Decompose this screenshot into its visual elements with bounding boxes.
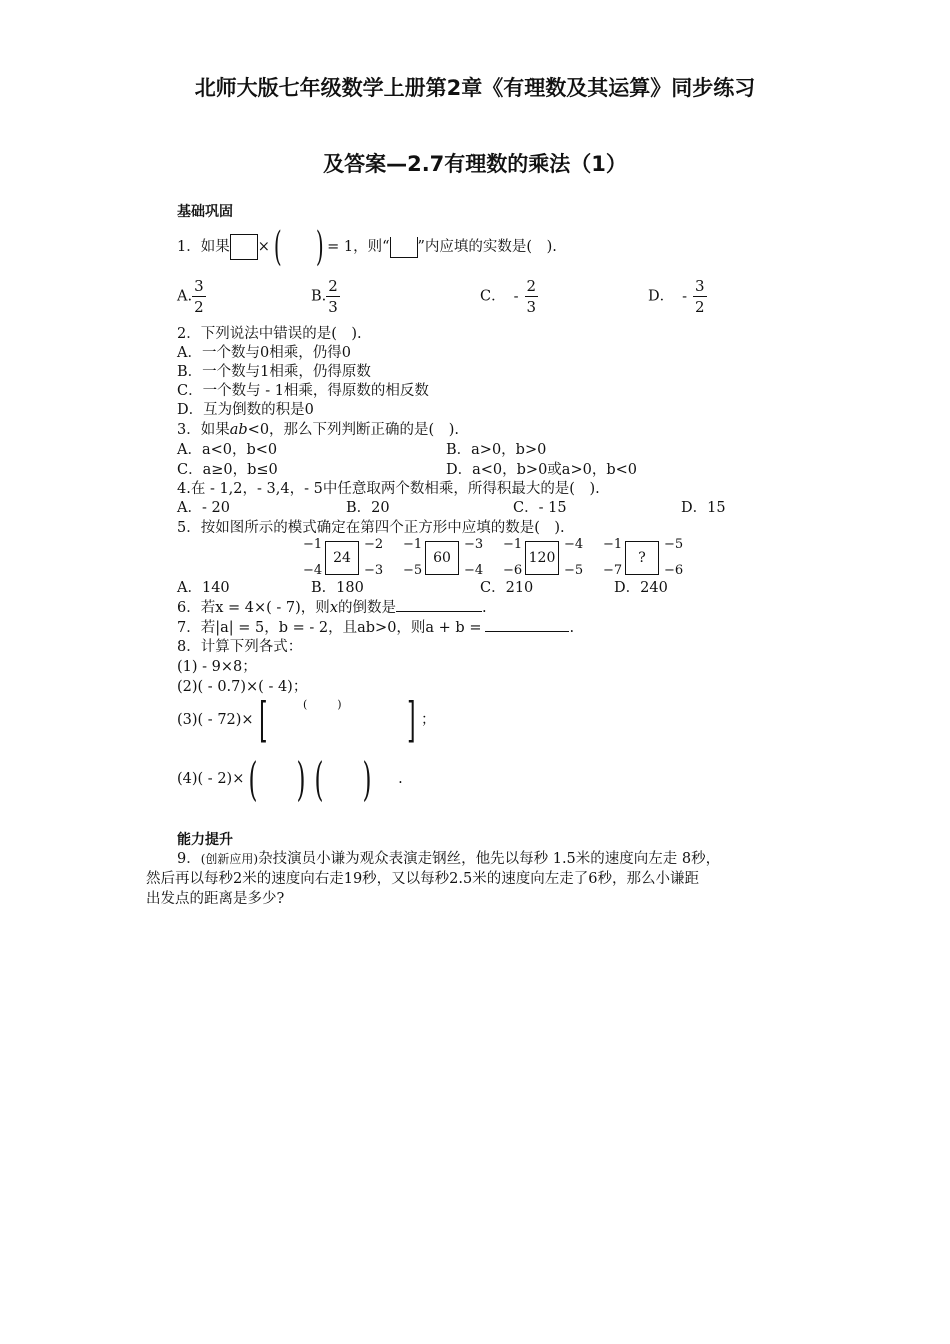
q1-quote-box [390, 237, 418, 258]
q8-part-2: (2)( - 0.7)×( - 4)； [177, 679, 308, 695]
q4-stem: 4.在 - 1,2，- 3,4，- 5中任意取两个数相乘，所得积最大的是( ). [177, 481, 600, 497]
q2-stem: 2．下列说法中错误的是( ). [177, 326, 362, 342]
q8-p4-paren-1-right: ) [296, 752, 306, 806]
q9-line-3: 出发点的距离是多少? [146, 891, 285, 907]
q4-option-b: B．20 [346, 500, 390, 516]
sq1-bottom-right: −3 [364, 563, 384, 578]
q5-option-b: B．180 [311, 580, 364, 596]
q9-tag: (创新应用) [200, 852, 259, 866]
q6-answer-blank[interactable] [396, 611, 482, 612]
q5-option-c: C．210 [480, 580, 534, 596]
sq1-box: 24 [325, 541, 359, 575]
q8-stem: 8．计算下列各式： [177, 639, 303, 655]
q3-option-d: D．a<0，b>0或a>0，b<0 [446, 462, 637, 478]
page-title-line2: 及答案—2.7有理数的乘法（1） [323, 152, 627, 176]
sq3-bottom-right: −5 [564, 563, 584, 578]
question-6: 6．若x = 4×( - 7)，则x的倒数是 . [177, 600, 487, 616]
sq2-bottom-right: −4 [464, 563, 484, 578]
q1-option-a: A. $\frac{3}{2}$ [177, 277, 204, 316]
q5-stem: 5．按如图所示的模式确定在第四个正方形中应填的数是( ). [177, 520, 565, 536]
q5-option-d: D．240 [614, 580, 668, 596]
sq2-bottom-left: −5 [403, 563, 423, 578]
q8-p3-right-bracket: ] [407, 692, 416, 748]
q2-option-c: C．一个数与 - 1相乘，得原数的相反数 [177, 383, 429, 399]
question-7: 7．若|a| = 5，b = - 2，且ab>0，则a + b = . [177, 620, 575, 636]
q8-p3-inner-parens: () [303, 698, 372, 711]
section-advanced-heading: 能力提升 [177, 832, 233, 848]
q4-option-c: C．- 15 [513, 500, 567, 516]
q2-option-a: A．一个数与0相乘，仍得0 [177, 345, 351, 361]
q9-line-1: 9．(创新应用)杂技演员小谦为观众表演走钢丝，他先以每秒 1.5米的速度向左走 8秒， [177, 851, 721, 867]
q1-suffix: ”内应填的实数是( ). [417, 239, 557, 255]
sq1-bottom-left: −4 [303, 563, 323, 578]
sq4-top-right: −5 [664, 537, 684, 552]
q2-option-d: D．互为倒数的积是0 [177, 402, 314, 418]
page-title-line1: 北师大版七年级数学上册第2章《有理数及其运算》同步练习 [194, 76, 756, 100]
q8-p4-paren-2-right: ) [362, 752, 372, 806]
q1-option-d: D． - $\frac{3}{2}$ [648, 277, 705, 316]
q9-line-2: 然后再以每秒2米的速度向右走19秒，又以每秒2.5米的速度向左走了6秒，那么小谦距 [146, 871, 699, 887]
question-1 [177, 224, 557, 270]
q4-option-d: D．15 [681, 500, 726, 516]
sq2-top-right: −3 [464, 537, 484, 552]
sq4-bottom-right: −6 [664, 563, 684, 578]
q1-left-paren: ( [273, 224, 282, 270]
q3-option-c: C．a≥0，b≤0 [177, 462, 278, 478]
sq4-top-left: −1 [603, 537, 623, 552]
sq1-top-right: −2 [364, 537, 384, 552]
q1-option-c: C． - $\frac{2}{3}$ [480, 277, 537, 316]
q8-part-3: (3)( - 72)× [ () ] ； [177, 692, 436, 748]
sq3-top-right: −4 [564, 537, 584, 552]
sq1-top-left: −1 [303, 537, 323, 552]
q3-stem: 3．如果ab<0，那么下列判断正确的是( ). [177, 422, 459, 438]
q3-option-a: A．a<0，b<0 [177, 442, 278, 458]
sq4-bottom-left: −7 [603, 563, 623, 578]
q8-part-4: (4)( - 2)×( ) ( ) . [177, 752, 403, 806]
q1-eq: = 1，则“ [327, 239, 390, 255]
q5-option-a: A．140 [177, 580, 230, 596]
sq2-top-left: −1 [403, 537, 423, 552]
sq4-box: ? [625, 541, 659, 575]
q8-p4-paren-1-left: ( [248, 752, 258, 806]
q1-right-paren: ) [315, 224, 324, 270]
q4-option-a: A．- 20 [177, 500, 230, 516]
q8-p4-paren-2-left: ( [314, 752, 324, 806]
sq2-box: 60 [425, 541, 459, 575]
sq3-top-left: −1 [503, 537, 523, 552]
sq3-box: 120 [525, 541, 559, 575]
q1-blank-box [230, 234, 258, 260]
section-basic-heading: 基础巩固 [177, 204, 233, 220]
q8-p3-left-bracket: [ [258, 692, 268, 748]
q3-option-b: B．a>0，b>0 [446, 442, 547, 458]
sq3-bottom-left: −6 [503, 563, 523, 578]
q1-times: × [257, 239, 270, 255]
q1-option-b: B. $\frac{2}{3}$ [311, 277, 338, 316]
q7-answer-blank[interactable] [485, 631, 569, 632]
q1-prefix: 1．如果 [177, 239, 230, 255]
q8-part-1: (1) - 9×8； [177, 659, 257, 675]
q2-option-b: B．一个数与1相乘，仍得原数 [177, 364, 371, 380]
